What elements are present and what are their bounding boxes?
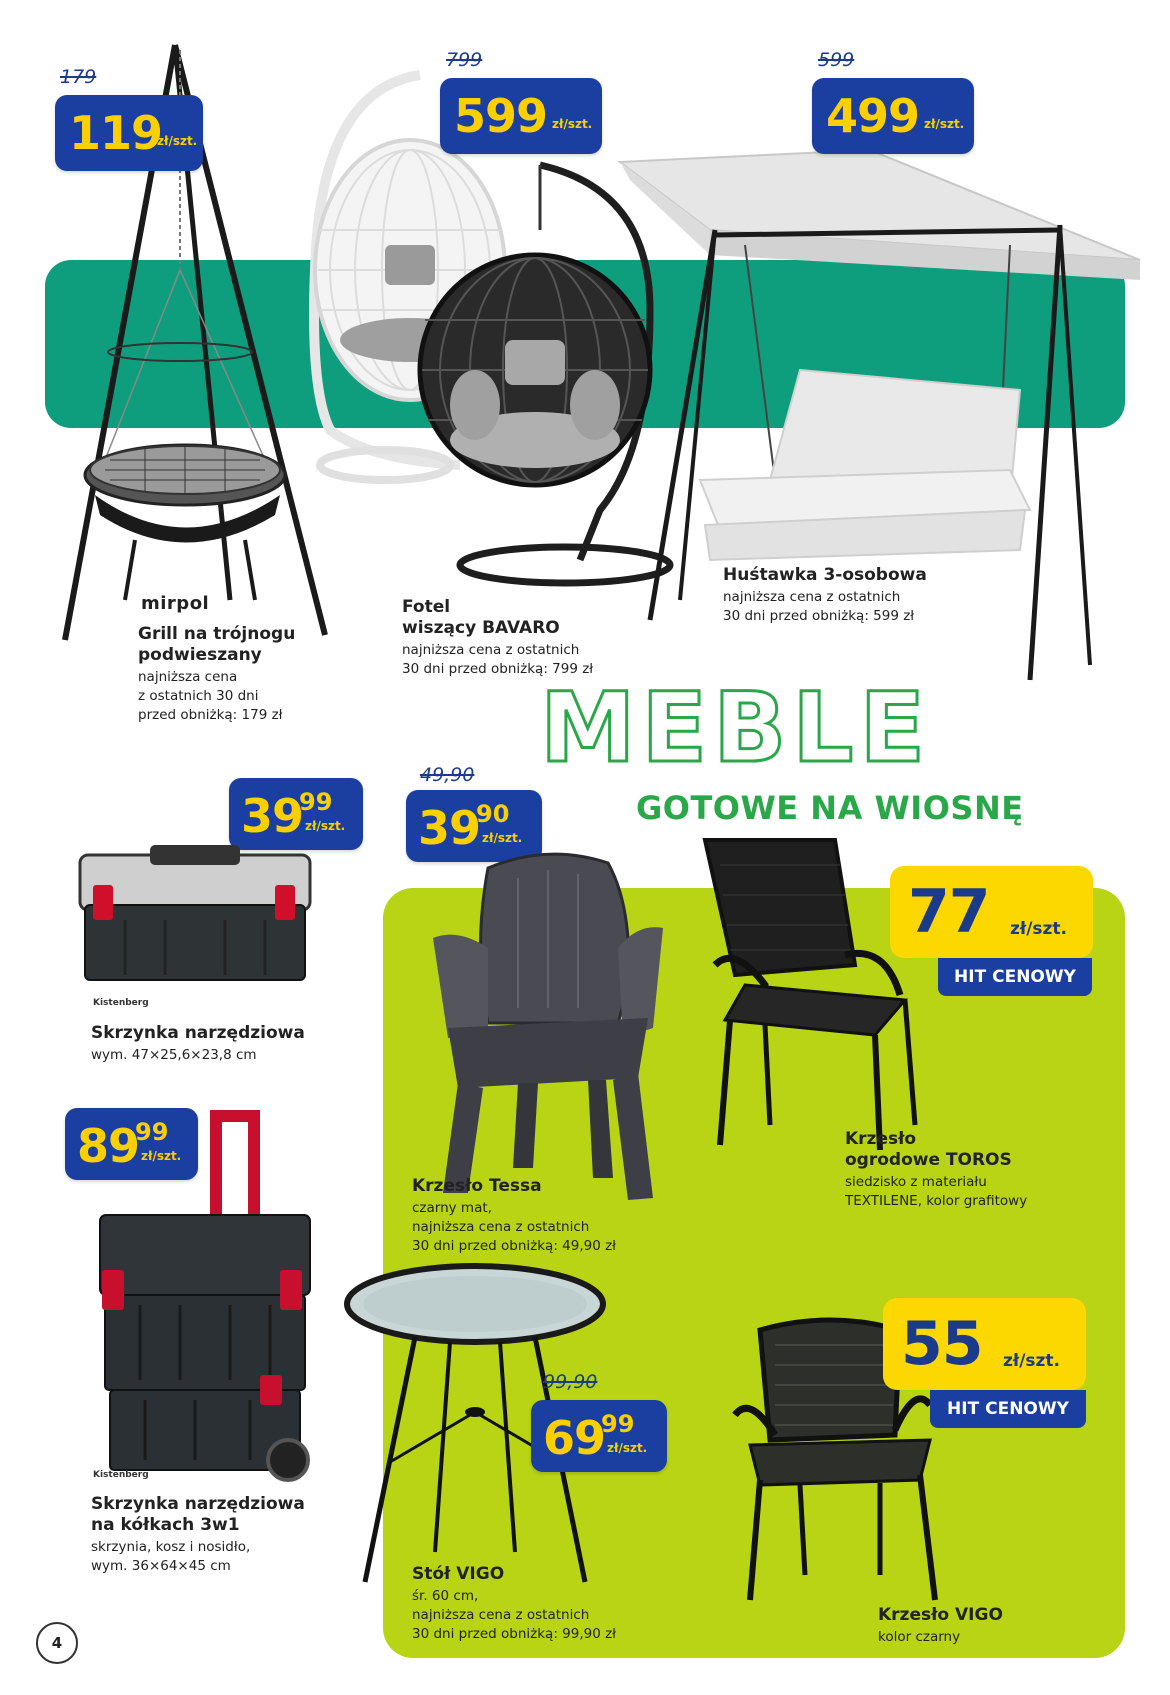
fotel-name-1: Fotel — [402, 597, 451, 617]
chair-tessa-image — [428, 848, 668, 1208]
grill-old-price: 179 — [60, 66, 97, 88]
hustawka-price-tag — [812, 78, 974, 154]
stol-old-price: 99,90 — [543, 1371, 598, 1393]
skrzynka-name-1: Skrzynka narzędziowa — [91, 1023, 305, 1043]
headline-meble: MEBLE — [540, 672, 932, 784]
vigo-desc-1: kolor czarny — [878, 1629, 961, 1645]
vigo-price-tag — [883, 1298, 1086, 1390]
vigo-unit: zł/szt. — [1003, 1351, 1061, 1371]
stol-price-main: 69 — [543, 1411, 606, 1465]
tessa-unit: zł/szt. — [482, 831, 523, 845]
headline-gotowe: GOTOWE NA WIOSNĘ — [636, 789, 1024, 827]
toros-price-tag — [890, 866, 1093, 958]
tessa-desc-1: czarny mat, — [412, 1200, 492, 1216]
hustawka-desc-2: 30 dni przed obniżką: 599 zł — [723, 608, 915, 624]
stol-desc-2: najniższa cena z ostatnich — [412, 1607, 590, 1623]
skrzynka-desc-1: wym. 47×25,6×23,8 cm — [91, 1047, 257, 1063]
toros-unit: zł/szt. — [1010, 919, 1068, 939]
fotel-desc-2: 30 dni przed obniżką: 799 zł — [402, 661, 594, 677]
mirpol-logo: mirpol — [141, 593, 210, 614]
skrzynka-price-main: 39 — [241, 789, 304, 843]
tessa-price-main: 39 — [418, 801, 481, 855]
grill-name-1: Grill na trójnogu — [138, 624, 296, 644]
skrzynka-price-tag — [229, 778, 363, 850]
fotel-old-price: 799 — [446, 49, 483, 71]
skrzynka-kolka-price-cents: 99 — [135, 1118, 169, 1146]
skrzynka-kolka-unit: zł/szt. — [141, 1149, 182, 1163]
grill-desc-2: z ostatnich 30 dni — [138, 688, 259, 704]
rolling-toolbox-image — [100, 1110, 320, 1490]
kistenberg-logo-2: Kistenberg — [93, 1470, 149, 1480]
stol-name-1: Stół VIGO — [412, 1564, 505, 1584]
tessa-desc-3: 30 dni przed obniżką: 49,90 zł — [412, 1238, 617, 1254]
stol-unit: zł/szt. — [607, 1441, 648, 1455]
fotel-price: 599 — [454, 89, 548, 143]
vigo-price: 55 — [901, 1309, 983, 1379]
grill-desc-1: najniższa cena — [138, 669, 238, 685]
vigo-name-1: Krzesło VIGO — [878, 1605, 1003, 1625]
fotel-price-tag — [440, 78, 602, 154]
grill-unit: zł/szt. — [157, 134, 198, 148]
hustawka-desc-1: najniższa cena z ostatnich — [723, 589, 901, 605]
kistenberg-logo-1: Kistenberg — [93, 998, 149, 1008]
tessa-desc-2: najniższa cena z ostatnich — [412, 1219, 590, 1235]
toolbox-image — [75, 845, 315, 985]
grill-price: 119 — [69, 106, 163, 160]
toros-hit-badge: HIT CENOWY — [938, 958, 1092, 996]
stol-price-cents: 99 — [601, 1410, 635, 1438]
skrzynka-kolka-desc-1: skrzynia, kosz i nosidło, — [91, 1539, 251, 1555]
skrzynka-kolka-price-main: 89 — [77, 1119, 140, 1173]
fotel-unit: zł/szt. — [552, 117, 593, 131]
grill-desc-3: przed obniżką: 179 zł — [138, 707, 283, 723]
vigo-hit-badge: HIT CENOWY — [930, 1390, 1086, 1428]
skrzynka-kolka-desc-2: wym. 36×64×45 cm — [91, 1558, 231, 1574]
stol-desc-1: śr. 60 cm, — [412, 1588, 479, 1604]
tessa-price-cents: 90 — [476, 800, 510, 828]
toros-price: 77 — [908, 877, 990, 947]
hustawka-price: 499 — [826, 89, 920, 143]
skrzynka-price-cents: 99 — [299, 788, 333, 816]
hustawka-unit: zł/szt. — [924, 117, 965, 131]
tessa-name-1: Krzesło Tessa — [412, 1176, 542, 1196]
grill-price-tag — [55, 95, 203, 171]
page-number: 4 — [36, 1622, 78, 1664]
fotel-desc-1: najniższa cena z ostatnich — [402, 642, 580, 658]
grill-name-2: podwieszany — [138, 645, 262, 665]
toros-desc-1: siedzisko z materiału — [845, 1174, 987, 1190]
skrzynka-kolka-name-2: na kółkach 3w1 — [91, 1515, 240, 1535]
fotel-name-2: wiszący BAVARO — [402, 618, 560, 638]
hustawka-old-price: 599 — [818, 49, 855, 71]
skrzynka-unit: zł/szt. — [305, 819, 346, 833]
skrzynka-kolka-name-1: Skrzynka narzędziowa — [91, 1494, 305, 1514]
hustawka-name-1: Huśtawka 3-osobowa — [723, 565, 927, 585]
toros-desc-2: TEXTILENE, kolor grafitowy — [845, 1193, 1028, 1209]
tessa-old-price: 49,90 — [420, 764, 475, 786]
stol-desc-3: 30 dni przed obniżką: 99,90 zł — [412, 1626, 617, 1642]
stol-price-tag — [531, 1400, 667, 1472]
toros-name-1: Krzesło — [845, 1129, 917, 1149]
toros-name-2: ogrodowe TOROS — [845, 1150, 1012, 1170]
